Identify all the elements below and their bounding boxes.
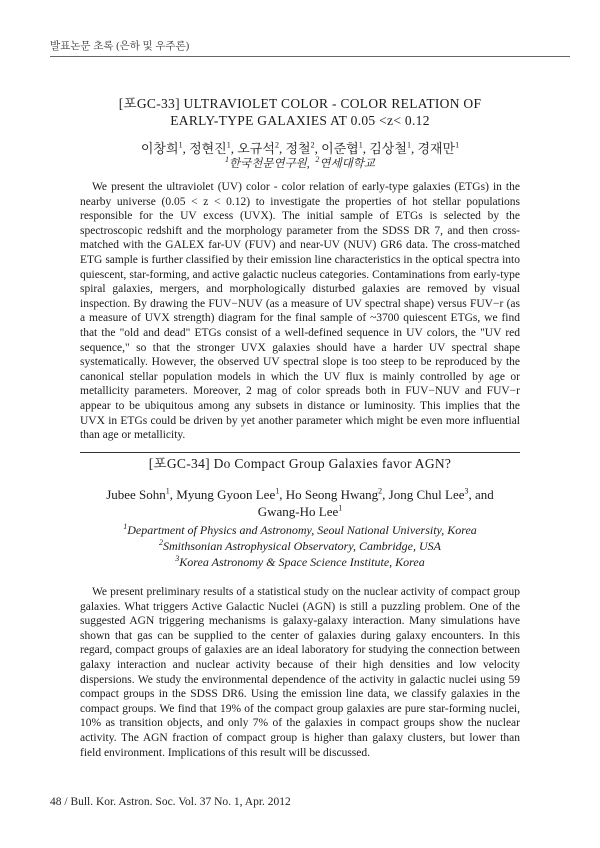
- paper-1-abstract: We present the ultraviolet (UV) color - color relation of early-type galaxies (ETGs) in the nearby universe (0.05 < z < 0.12) to investigate the properties of hot stellar populations responsible for the UV excess (UVX). The initial sample of ETGs is selected by the spectroscopic redshift and the morphology parameter from the SDSS DR 7, and then cross-matched with the GALEX far-UV (FUV) and near-UV (NUV) GR6 data. The cross-matched ETG sample is further classified by their emission line characteristics in the optical spectra into quiescent, star-forming, and active galactic nucleus categories. Contaminations from early-type spiral galaxies, mergers, and morphologically disturbed galaxies are removed by visual inspection. By drawing the FUV−NUV (as a measure of UV spectral shape) versus FUV−r (as a measure of UVX strength) diagram for the final sample of ~3700 quiescent ETGs, we find that the "old and dead" ETGs consist of a well-defined sequence in UV colors, the "UV red sequence," so that the stronger UVX galaxies should have a harder UV spectral shape systematically. However, the observed UV spectral slope is too steep to be reproduced by the canonical stellar population models in which the UV flux is mainly controlled by age or metallicity parameters. Moreover, 2 mag of color spreads both in FUV−NUV and FUV−r appear to be ubiquitous among any subsets in distance or luminosity. This implies that the UVX in ETGs could be driven by yet another parameter which might be even more influential than age or metallicity.: [80, 181, 520, 442]
- authors-and: and: [475, 487, 494, 502]
- author: 오규석: [237, 141, 275, 156]
- paper-1-affiliations: $^1$한국천문연구원, $^2$연세대학교: [225, 155, 375, 170]
- affiliation: 한국천문연구원: [229, 158, 307, 170]
- paper-2-abstract-block: [80, 585, 520, 760]
- author: Myung Gyoon Lee: [176, 487, 276, 502]
- paper-2-affiliation: $^1$Department of Physics and Astronomy, Seoul National University, Korea: [123, 522, 477, 537]
- author: Jubee Sohn: [106, 487, 166, 502]
- paper-2-abstract: We present preliminary results of a statistical study on the nuclear activity of compact group galaxies. What triggers Active Galactic Nuclei (AGN) is still a puzzling problem. One of the suggested AGN triggering mechanisms is galaxy-galaxy interaction. Many simulations have shown that gas can be supplied to the center of galaxies during galaxy encounters. In this regard, compact groups of galaxies are an ideal laboratory for studying the connection between galaxy interaction and nuclear activity because of their high densities and low velocity dispersions. We study the environmental dependence of the activity in galactic nuclei using 59 compact groups in the SDSS DR6. Using the emission line data, we classify galaxies in the compact groups. We find that 19% of the compact group galaxies are pure star-forming nuclei, 10% as transition objects, and only 7% of the galaxies in compact groups show the nuclear activity. The AGN fraction of compact group is higher than galaxy clusters, but lower than field environment. Implications of this result will be discussed.: [80, 586, 520, 759]
- author: 이창희: [140, 141, 179, 156]
- paper-2-affiliation: $^2$Smithsonian Astrophysical Observatory, Cambridge, USA: [159, 538, 441, 553]
- paper-1-abstract-block: [80, 180, 520, 443]
- paper-1-title-line-1: [포GC-33] ULTRAVIOLET COLOR - COLOR RELATION OF: [118, 96, 482, 111]
- paper-2-title-block: [80, 455, 520, 472]
- author: Jong Chul Lee: [388, 487, 465, 502]
- paper-1-title-line-2: EARLY-TYPE GALAXIES AT 0.05 <z< 0.12: [170, 113, 430, 128]
- paper-2-affiliations-block: [80, 522, 520, 570]
- header-rule: [50, 56, 570, 57]
- paper-2-authors-block: [80, 486, 520, 520]
- section-divider: [80, 452, 520, 453]
- paper-1-authors-block: [80, 140, 520, 172]
- author: Ho Seong Hwang: [285, 487, 379, 502]
- author: 정현진: [189, 141, 227, 156]
- page-footer: 48 / Bull. Kor. Astron. Soc. Vol. 37 No. 1, Apr. 2012: [50, 796, 291, 808]
- paper-1-authors: 이창희$^1$, 정현진$^1$, 오규석$^2$, 정철$^2$, 이준협$^1$, 김상철$^1$, 경재만$^1$: [140, 140, 460, 156]
- author: 경재만: [417, 141, 456, 156]
- paper-2-authors: Jubee Sohn$^1$, Myung Gyoon Lee$^1$, Ho Seong Hwang$^2$, Jong Chul Lee$^3$, and Gwang-Ho Lee$^1$: [106, 486, 494, 519]
- author: 정철: [285, 141, 311, 156]
- author: 이준협: [321, 141, 359, 156]
- affiliation: 연세대학교: [319, 158, 375, 170]
- paper-2-title: [포GC-34] Do Compact Group Galaxies favor AGN?: [148, 456, 452, 471]
- paper-1-title-block: [80, 95, 520, 129]
- author: 김상철: [369, 141, 407, 156]
- author: Gwang-Ho Lee: [257, 504, 339, 519]
- paper-2-affiliation: $^3$Korea Astronomy & Space Science Institute, Korea: [175, 554, 425, 569]
- running-head: 발표논문 초록 (은하 및 우주론): [50, 41, 190, 52]
